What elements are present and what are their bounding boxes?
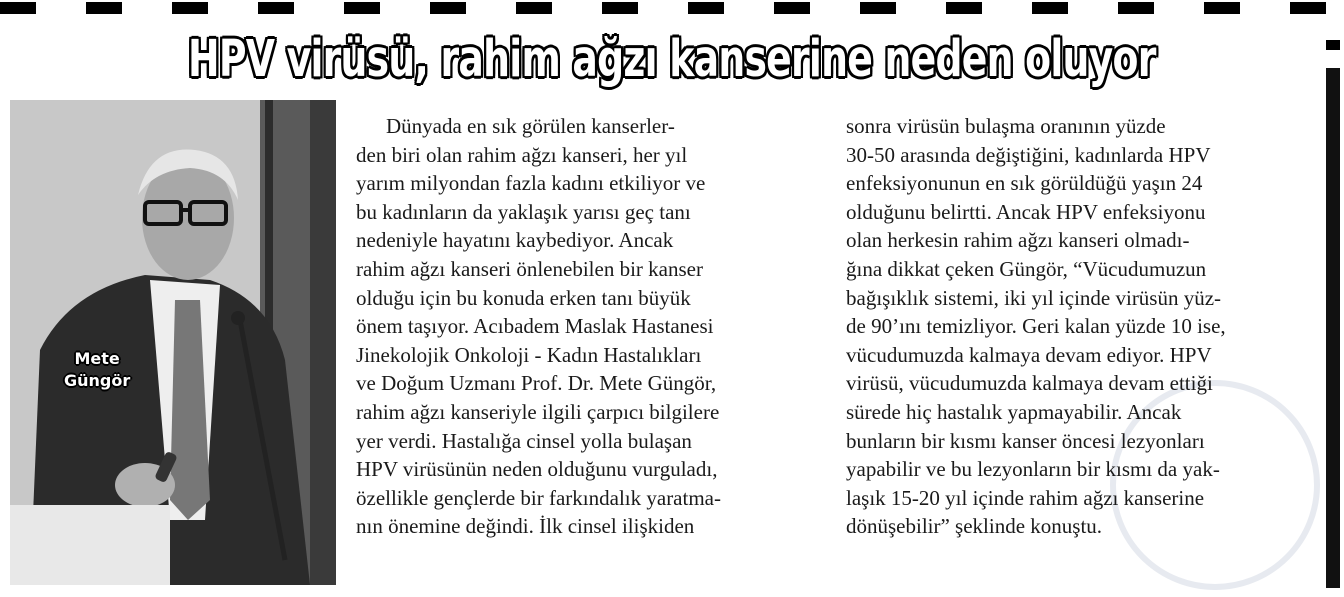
text-line: Dünyada en sık görülen kanserler- [386, 114, 675, 138]
article-column-2 [846, 112, 1306, 541]
text-line: ğına dikkat çeken Güngör, “Vücudumuzun [846, 256, 1207, 281]
text-line: vücudumuzda kalmaya devam ediyor. HPV [846, 342, 1212, 367]
text-line: sonra virüsün bulaşma oranının yüzde [846, 114, 1166, 138]
text-line: 30-50 arasında değiştiğini, kadınlarda HPV [846, 142, 1211, 167]
top-dashed-rule [0, 2, 1344, 14]
headline-container [0, 30, 1344, 89]
right-edge-bar-main [1326, 68, 1340, 588]
text-line: bunların bir kısmı kanser öncesi lezyonları [846, 428, 1205, 453]
article-column-1 [356, 112, 816, 541]
article-headline: HPV virüsü, rahim ağzı kanserine neden oluyor [188, 30, 1156, 89]
text-line: yarım milyondan fazla kadını etkiliyor ve [356, 171, 706, 196]
text-line: sürede hiç hastalık yapmayabilir. Ancak [846, 399, 1182, 424]
caption-last-name: Güngör [64, 371, 131, 390]
text-line: de 90’ını temizliyor. Geri kalan yüzde 10 ise, [846, 314, 1226, 339]
text-line: bağışıklık sistemi, iki yıl içinde virüsün yüz- [846, 285, 1222, 310]
photo-caption [64, 348, 130, 392]
speaker-photo-illustration [10, 100, 336, 585]
right-edge-bar [1326, 40, 1340, 590]
caption-first-name: Mete [74, 349, 120, 368]
text-line: enfeksiyonunun en sık görüldüğü yaşın 24 [846, 171, 1203, 196]
text-line: nın önemine değindi. İlk cinsel ilişkiden [356, 514, 695, 539]
text-line: virüsü, vücudumuzda kalmaya devam ettiği [846, 371, 1213, 396]
text-line: rahim ağzı kanseriyle ilgili çarpıcı bilgilere [356, 399, 720, 424]
text-line: önem taşıyor. Acıbadem Maslak Hastanesi [356, 314, 714, 339]
text-line: den biri olan rahim ağzı kanseri, her yıl [356, 142, 688, 167]
speaker-photo [10, 100, 336, 585]
text-line: yer verdi. Hastalığa cinsel yolla bulaşan [356, 428, 692, 453]
text-line: bu kadınların da yaklaşık yarısı geç tanı [356, 199, 691, 224]
text-line: HPV virüsünün neden olduğunu vurguladı, [356, 457, 718, 482]
text-line: laşık 15-20 yıl içinde rahim ağzı kanserine [846, 485, 1205, 510]
text-line: özellikle gençlerde bir farkındalık yaratma- [356, 485, 721, 510]
text-line: dönüşebilir” şeklinde konuştu. [846, 514, 1103, 539]
text-line: olan herkesin rahim ağzı kanseri olmadı- [846, 228, 1190, 253]
text-line: olduğu için bu konuda erken tanı büyük [356, 285, 691, 310]
text-line: olduğunu belirtti. Ancak HPV enfeksiyonu [846, 199, 1206, 224]
text-line: rahim ağzı kanseri önlenebilen bir kanser [356, 256, 703, 281]
text-line: ve Doğum Uzmanı Prof. Dr. Mete Güngör, [356, 371, 717, 396]
text-line: nedeniyle hayatını kaybediyor. Ancak [356, 228, 674, 253]
text-line: yapabilir ve bu lezyonların bir kısmı da yak- [846, 457, 1220, 482]
right-edge-bar-top [1326, 40, 1340, 50]
text-line: Jinekolojik Onkoloji - Kadın Hastalıkları [356, 342, 702, 367]
